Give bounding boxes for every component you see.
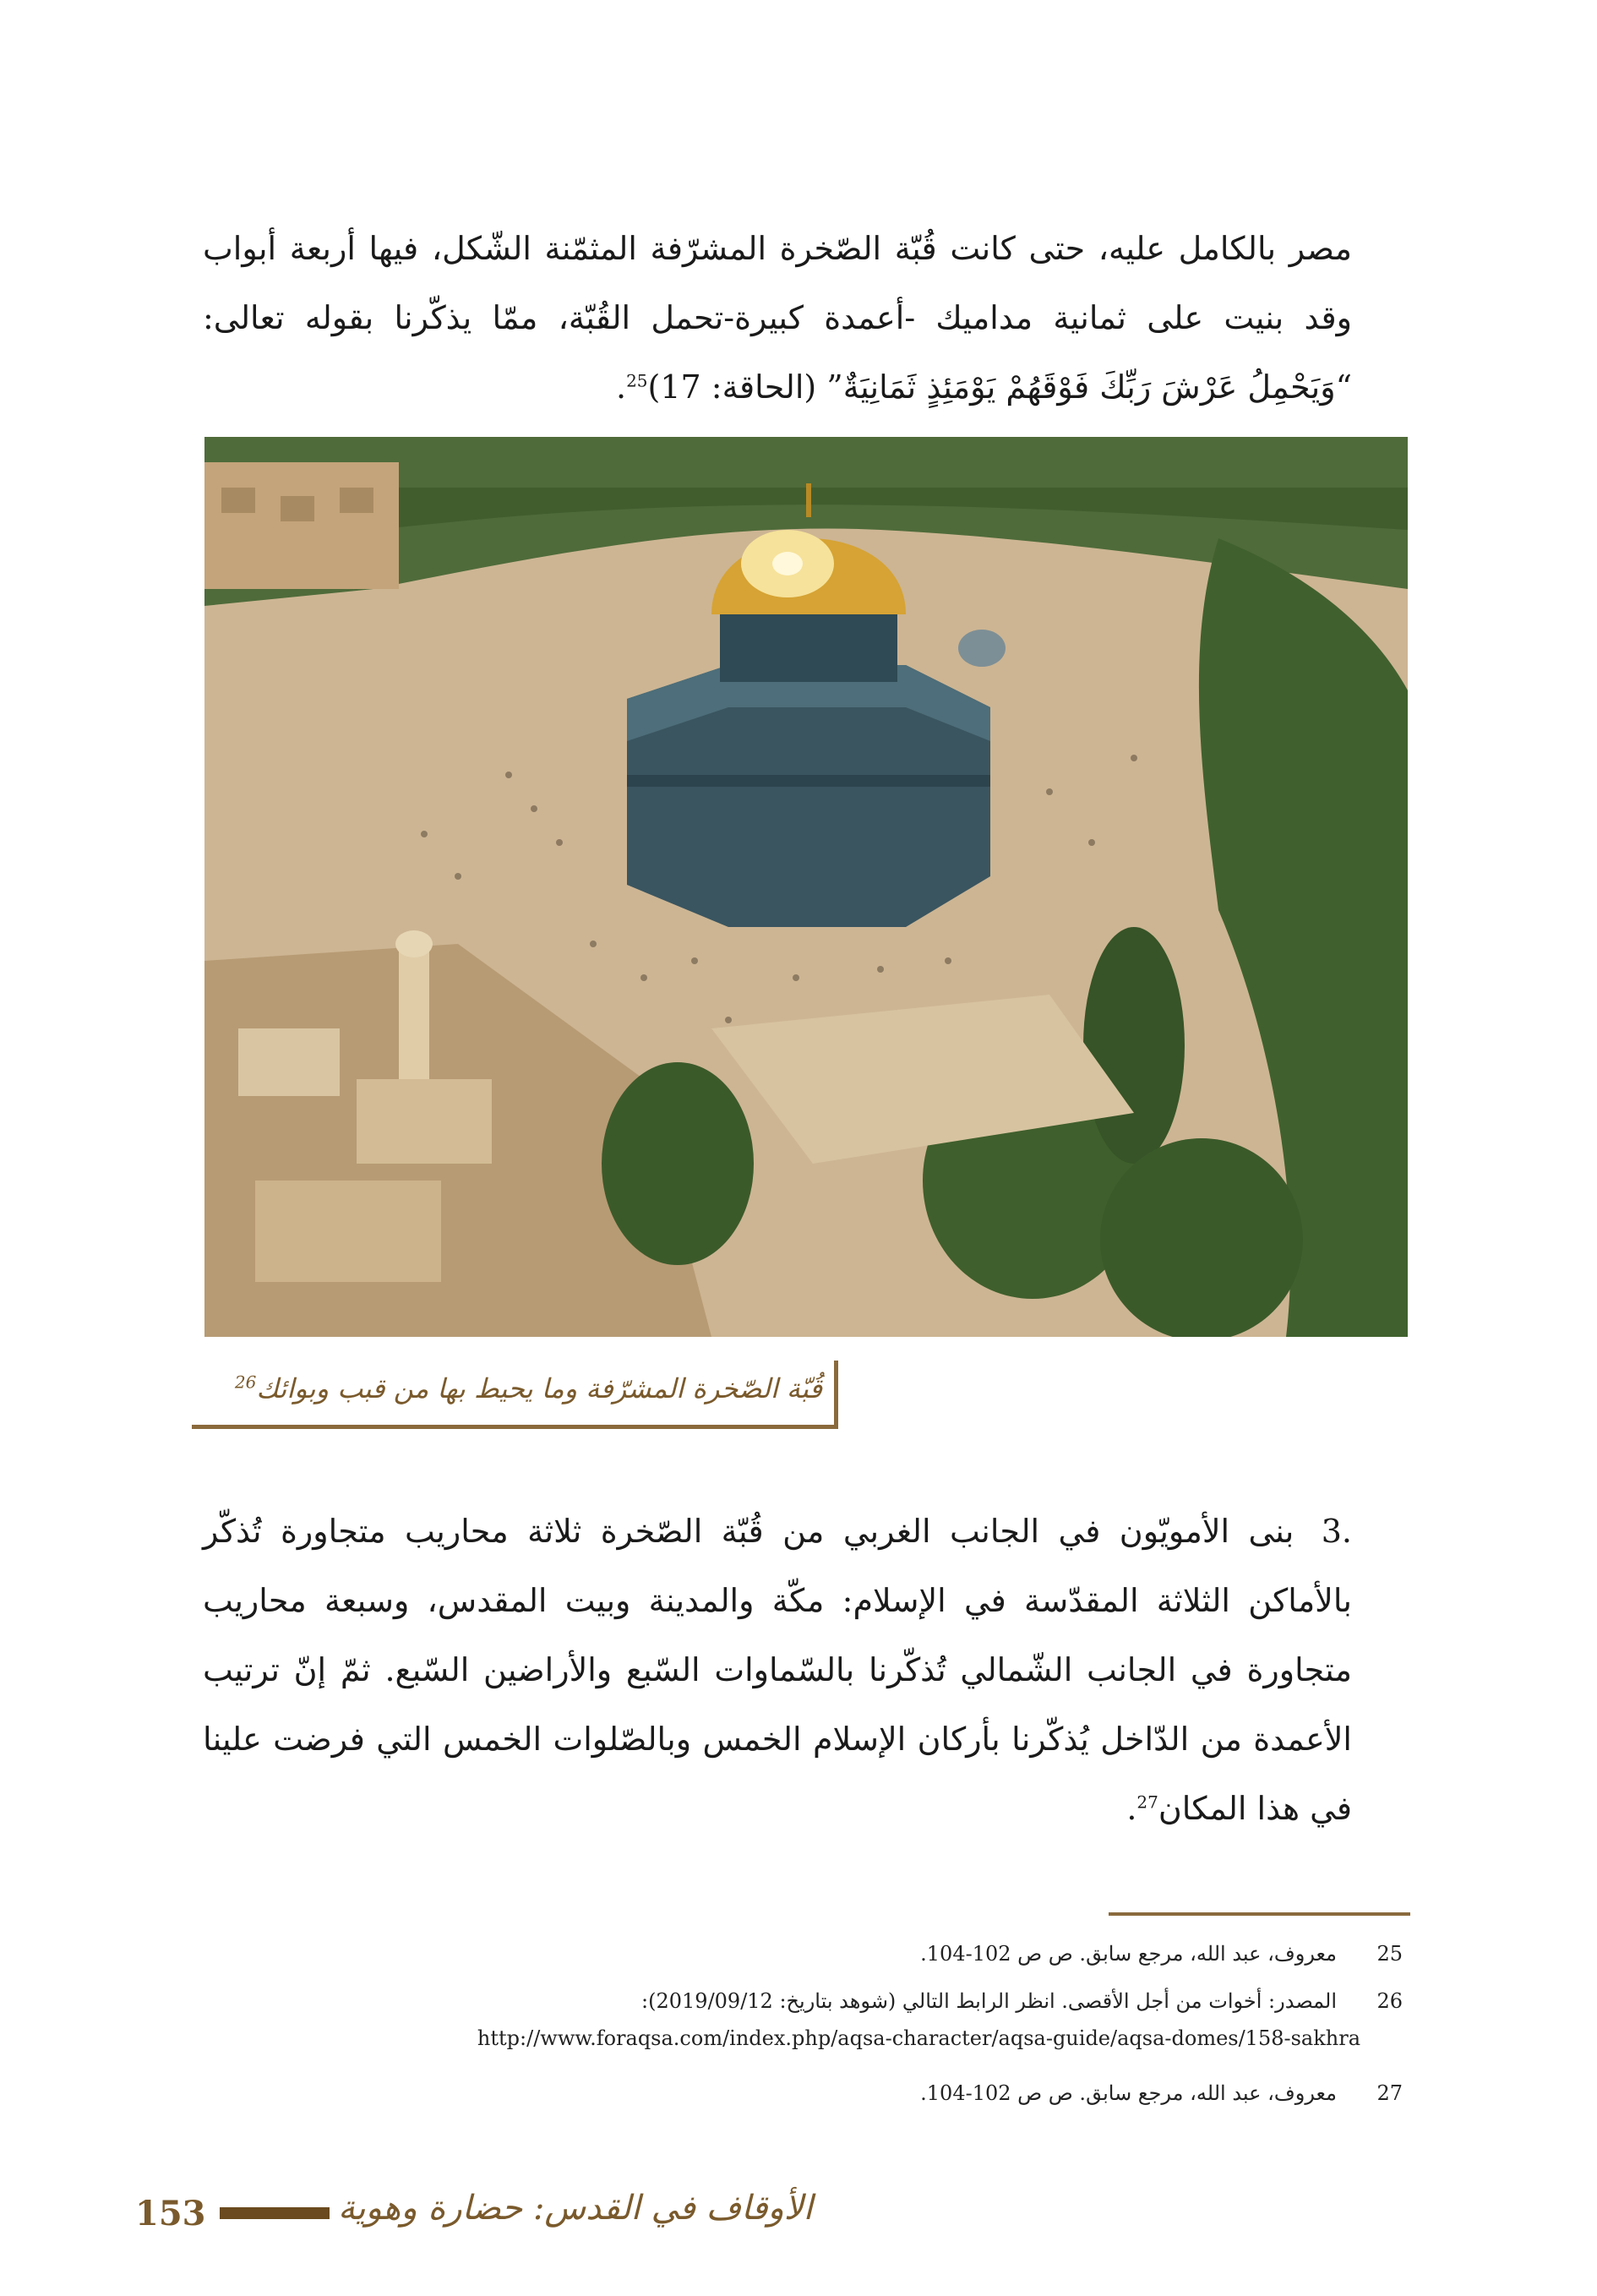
footnote-text: معروف، عبد الله، مرجع سابق. ص ص 102-104. — [920, 2081, 1337, 2105]
footnote-text: المصدر: أخوات من أجل الأقصى. انظر الرابط التالي (شوهد بتاريخ: 2019/09/12): — [641, 1989, 1337, 2013]
paragraph-top-text: مصر بالكامل عليه، حتى كانت قُبّة الصّخرة المشرّفة المثمّنة الشّكل، فيها أربعة أبواب وقد بنيت على ثمانية مداميك -أعمدة كبيرة-تحمل القُبّة، ممّا يذكّرنا بقوله تعالى: “وَيَحْمِلُ عَرْشَ رَبِّكَ فَوْقَهُمْ يَوْمَئِذٍ ثَمَانِيَةٌ” (الحاقة: 17) — [203, 230, 1352, 406]
footnote-26 — [439, 1984, 1403, 2018]
footer-bar — [220, 2207, 330, 2219]
caption-text: قُبّة الصّخرة المشرّفة وما يحيط بها من قبب وبوائك — [256, 1372, 822, 1404]
photo-caption-frame — [192, 1361, 838, 1429]
footnote-number: 25 — [1376, 1942, 1403, 1966]
footnote-divider — [1109, 1912, 1410, 1916]
dome-of-the-rock-photo — [204, 437, 1408, 1337]
page-number: 153 — [135, 2194, 206, 2233]
footnote-25 — [439, 1937, 1403, 1971]
paragraph-item-3-text: بنى الأمويّون في الجانب الغربي من قُبّة الصّخرة ثلاثة محاريب متجاورة تُذكّر بالأماكن الثلاثة المقدّسة في الإسلام: مكّة والمدينة وبيت المقدس، وسبعة محاريب متجاورة في الجانب الشّمالي تُذكّرنا بالسّماوات السّبع والأراضين السّبع. ثمّ إنّ ترتيب الأعمدة من الدّاخل يُذكّرنا بأركان الإسلام الخمس وبالصّلوات الخمس التي فرضت علينا في هذا المكان — [203, 1513, 1352, 1827]
paragraph-top — [203, 214, 1352, 422]
photo-caption — [235, 1372, 822, 1404]
paragraph-item-3-end: . — [1126, 1790, 1137, 1827]
photo-illustration — [204, 437, 1408, 1337]
footnote-ref-25[interactable]: 25 — [626, 370, 648, 391]
footnote-number: 26 — [1376, 1989, 1403, 2013]
list-item-number: .3 — [1321, 1513, 1352, 1550]
footnote-text: معروف، عبد الله، مرجع سابق. ص ص 102-104. — [920, 1942, 1337, 1966]
footnote-ref-26[interactable]: 26 — [234, 1372, 257, 1393]
footnote-ref-27[interactable]: 27 — [1136, 1792, 1158, 1813]
footnote-number: 27 — [1376, 2081, 1403, 2105]
footnote-26-link[interactable]: http://www.foraqsa.com/index.php/aqsa-character/aqsa-guide/aqsa-domes/158-sakhra — [477, 2026, 1360, 2050]
paragraph-item-3 — [203, 1497, 1352, 1843]
footnote-27 — [439, 2076, 1403, 2110]
running-title: الأوقاف في القدس: حضارة وهوية — [338, 2189, 813, 2228]
paragraph-top-end: . — [615, 368, 627, 406]
